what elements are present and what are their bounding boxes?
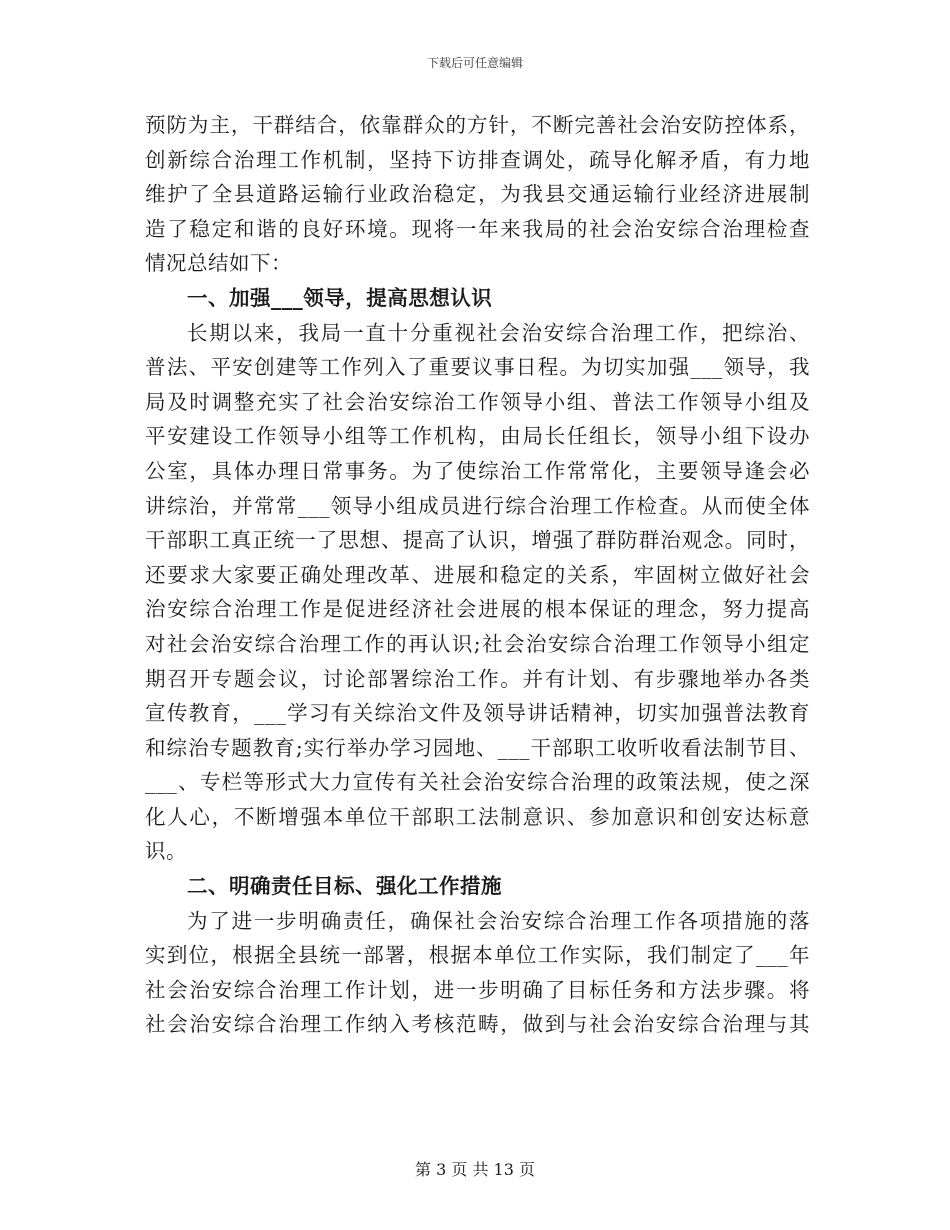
paragraph-line: 对社会治安综合治理工作的再认识;社会治安综合治理工作领导小组定 bbox=[145, 631, 810, 656]
paragraph-line: 期召开专题会议，讨论部署综治工作。并有计划、有步骤地举办各类 bbox=[145, 666, 810, 691]
paragraph-line: 还要求大家要正确处理改革、进展和稳定的关系，牢固树立做好社会 bbox=[145, 562, 810, 587]
paragraph-line: 社会治安综合治理工作纳入考核范畴，做到与社会治安综合治理与其 bbox=[145, 1012, 810, 1037]
paragraph-line: 情况总结如下： bbox=[145, 251, 292, 276]
paragraph-line: 干部职工真正统一了思想、提高了认识，增强了群防群治观念。同时， bbox=[145, 528, 810, 553]
paragraph-line: ___、专栏等形式大力宣传有关社会治安综合治理的政策法规，使之深 bbox=[145, 770, 810, 795]
paragraph-line: 普法、平安创建等工作列入了重要议事日程。为切实加强___领导，我 bbox=[145, 355, 810, 380]
paragraph-line: 维护了全县道路运输行业政治稳定，为我县交通运输行业经济进展制 bbox=[145, 182, 810, 207]
paragraph-line: 识。 bbox=[145, 839, 187, 864]
paragraph-line: 造了稳定和谐的良好环境。现将一年来我局的社会治安综合治理检查 bbox=[145, 216, 810, 241]
paragraph-line: 和综治专题教育;实行举办学习园地、___干部职工收听收看法制节目、 bbox=[145, 735, 810, 760]
document-body bbox=[145, 108, 810, 1042]
paragraph-line: 创新综合治理工作机制，坚持下访排查调处，疏导化解矛盾，有力地 bbox=[145, 147, 810, 172]
paragraph-line: 实到位，根据全县统一部署，根据本单位工作实际，我们制定了___年 bbox=[145, 943, 810, 968]
paragraph-line: 治安综合治理工作是促进经济社会进展的根本保证的理念，努力提高 bbox=[145, 597, 810, 622]
paragraph-line: 公室，具体办理日常事务。为了使综治工作常常化，主要领导逢会必 bbox=[145, 458, 810, 483]
paragraph-line: 化人心，不断增强本单位干部职工法制意识、参加意识和创安达标意 bbox=[145, 804, 810, 829]
paragraph-line: 预防为主，干群结合，依靠群众的方针，不断完善社会治安防控体系， bbox=[145, 113, 810, 137]
section-heading: 二、明确责任目标、强化工作措施 bbox=[187, 874, 502, 899]
paragraph-line: 局及时调整充实了社会治安综治工作领导小组、普法工作领导小组及 bbox=[145, 389, 810, 414]
paragraph-line: 讲综治，并常常___领导小组成员进行综合治理工作检查。从而使全体 bbox=[145, 493, 810, 518]
section-heading: 一、加强___领导，提高思想认识 bbox=[187, 285, 493, 310]
paragraph-line: 平安建设工作领导小组等工作机构，由局长任组长，领导小组下设办 bbox=[145, 424, 810, 449]
paragraph-line: 社会治安综合治理工作计划，进一步明确了目标任务和方法步骤。将 bbox=[145, 977, 810, 1002]
page-number-footer: 第 3 页 共 13 页 bbox=[415, 1160, 535, 1179]
paragraph-line: 宣传教育，___学习有关综治文件及领导讲话精神，切实加强普法教育 bbox=[145, 701, 810, 726]
paragraph-line: 为了进一步明确责任，确保社会治安综合治理工作各项措施的落 bbox=[187, 908, 810, 933]
paragraph-line: 长期以来，我局一直十分重视社会治安综合治理工作，把综治、 bbox=[187, 320, 810, 345]
page-header-note: 下载后可任意编辑 bbox=[426, 56, 523, 70]
